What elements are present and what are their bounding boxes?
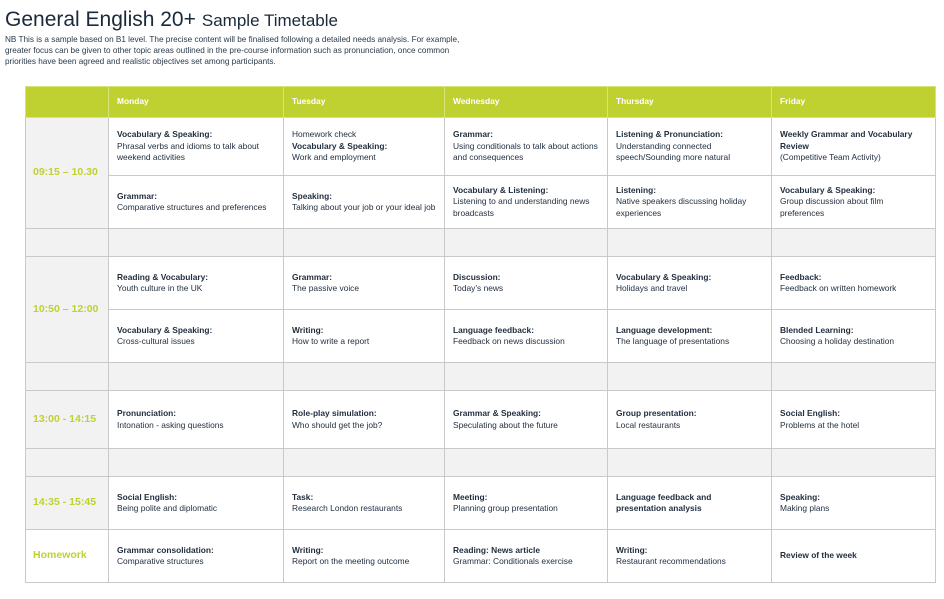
- day-monday: Monday: [109, 87, 284, 118]
- session-cell: Task: Research London restaurants: [284, 477, 445, 530]
- table-row: [26, 118, 936, 176]
- session-cell: Homework check Vocabulary & Speaking: Work and employment: [284, 118, 445, 176]
- session-cell: Vocabulary & Speaking: Holidays and travel: [608, 257, 772, 310]
- session-cell: Writing: How to write a report: [284, 310, 445, 363]
- table-row: [26, 310, 936, 363]
- time-cell: 13:00 - 14:15: [26, 391, 109, 449]
- session-cell: Grammar consolidation: Comparative structures: [109, 530, 284, 583]
- session-cell: Writing: Restaurant recommendations: [608, 530, 772, 583]
- break-row: [26, 363, 936, 391]
- table-row: [26, 176, 936, 229]
- break-row: [26, 229, 936, 257]
- session-cell: Grammar: The passive voice: [284, 257, 445, 310]
- session-cell: Speaking: Making plans: [772, 477, 936, 530]
- time-cell: 14:35 - 15:45: [26, 477, 109, 530]
- session-cell: Meeting: Planning group presentation: [445, 477, 608, 530]
- day-tuesday: Tuesday: [284, 87, 445, 118]
- session-cell: Writing: Report on the meeting outcome: [284, 530, 445, 583]
- session-cell: Discussion: Today’s news: [445, 257, 608, 310]
- session-cell: Vocabulary & Speaking: Group discussion about film preferences: [772, 176, 936, 229]
- day-wednesday: Wednesday: [445, 87, 608, 118]
- break-row: [26, 449, 936, 477]
- session-cell: Review of the week: [772, 530, 936, 583]
- session-cell: Grammar: Using conditionals to talk about actions and consequences: [445, 118, 608, 176]
- session-cell: Vocabulary & Listening: Listening to and understanding news broadcasts: [445, 176, 608, 229]
- session-cell: Listening & Pronunciation: Understanding connected speech/Sounding more natural: [608, 118, 772, 176]
- session-cell: Group presentation: Local restaurants: [608, 391, 772, 449]
- timetable: [25, 86, 936, 583]
- table-row: [26, 257, 936, 310]
- table-row: [26, 477, 936, 530]
- table-row: [26, 391, 936, 449]
- title-sub: Sample Timetable: [201, 11, 338, 30]
- time-cell: 09:15 – 10.30: [26, 118, 109, 229]
- session-cell: Reading & Vocabulary: Youth culture in the UK: [109, 257, 284, 310]
- session-cell: Social English: Being polite and diplomatic: [109, 477, 284, 530]
- page-title: [5, 9, 338, 30]
- session-cell: Pronunciation: Intonation - asking questions: [109, 391, 284, 449]
- session-cell: Grammar & Speaking: Speculating about the future: [445, 391, 608, 449]
- day-thursday: Thursday: [608, 87, 772, 118]
- session-cell: Language feedback: Feedback on news discussion: [445, 310, 608, 363]
- session-cell: Language feedback and presentation analysis: [608, 477, 772, 530]
- session-cell: Blended Learning: Choosing a holiday destination: [772, 310, 936, 363]
- session-cell: Reading: News article Grammar: Conditionals exercise: [445, 530, 608, 583]
- title-main: General English 20+: [5, 8, 196, 31]
- session-cell: Vocabulary & Speaking: Phrasal verbs and idioms to talk about weekend activities: [109, 118, 284, 176]
- session-cell: Listening: Native speakers discussing holiday experiences: [608, 176, 772, 229]
- session-cell: Weekly Grammar and Vocabulary Review (Competitive Team Activity): [772, 118, 936, 176]
- corner-cell: [26, 87, 109, 118]
- session-cell: Feedback: Feedback on written homework: [772, 257, 936, 310]
- session-cell: Speaking: Talking about your job or your ideal job: [284, 176, 445, 229]
- table-row: [26, 530, 936, 583]
- session-cell: Role-play simulation: Who should get the job?: [284, 391, 445, 449]
- session-cell: Vocabulary & Speaking: Cross-cultural issues: [109, 310, 284, 363]
- time-cell: Homework: [26, 530, 109, 583]
- session-cell: Social English: Problems at the hotel: [772, 391, 936, 449]
- intro-note: NB This is a sample based on B1 level. The precise content will be finalised following a detailed needs analysis. For example, greater focus can be given to other topic areas outlined in the pre-course information such as pronunciation, once common priorities have been agreed and realistic objectives set among participants.: [5, 35, 460, 67]
- time-cell: 10:50 – 12:00: [26, 257, 109, 363]
- header-row: [26, 87, 936, 118]
- session-cell: Grammar: Comparative structures and preferences: [109, 176, 284, 229]
- session-cell: Language development: The language of presentations: [608, 310, 772, 363]
- day-friday: Friday: [772, 87, 936, 118]
